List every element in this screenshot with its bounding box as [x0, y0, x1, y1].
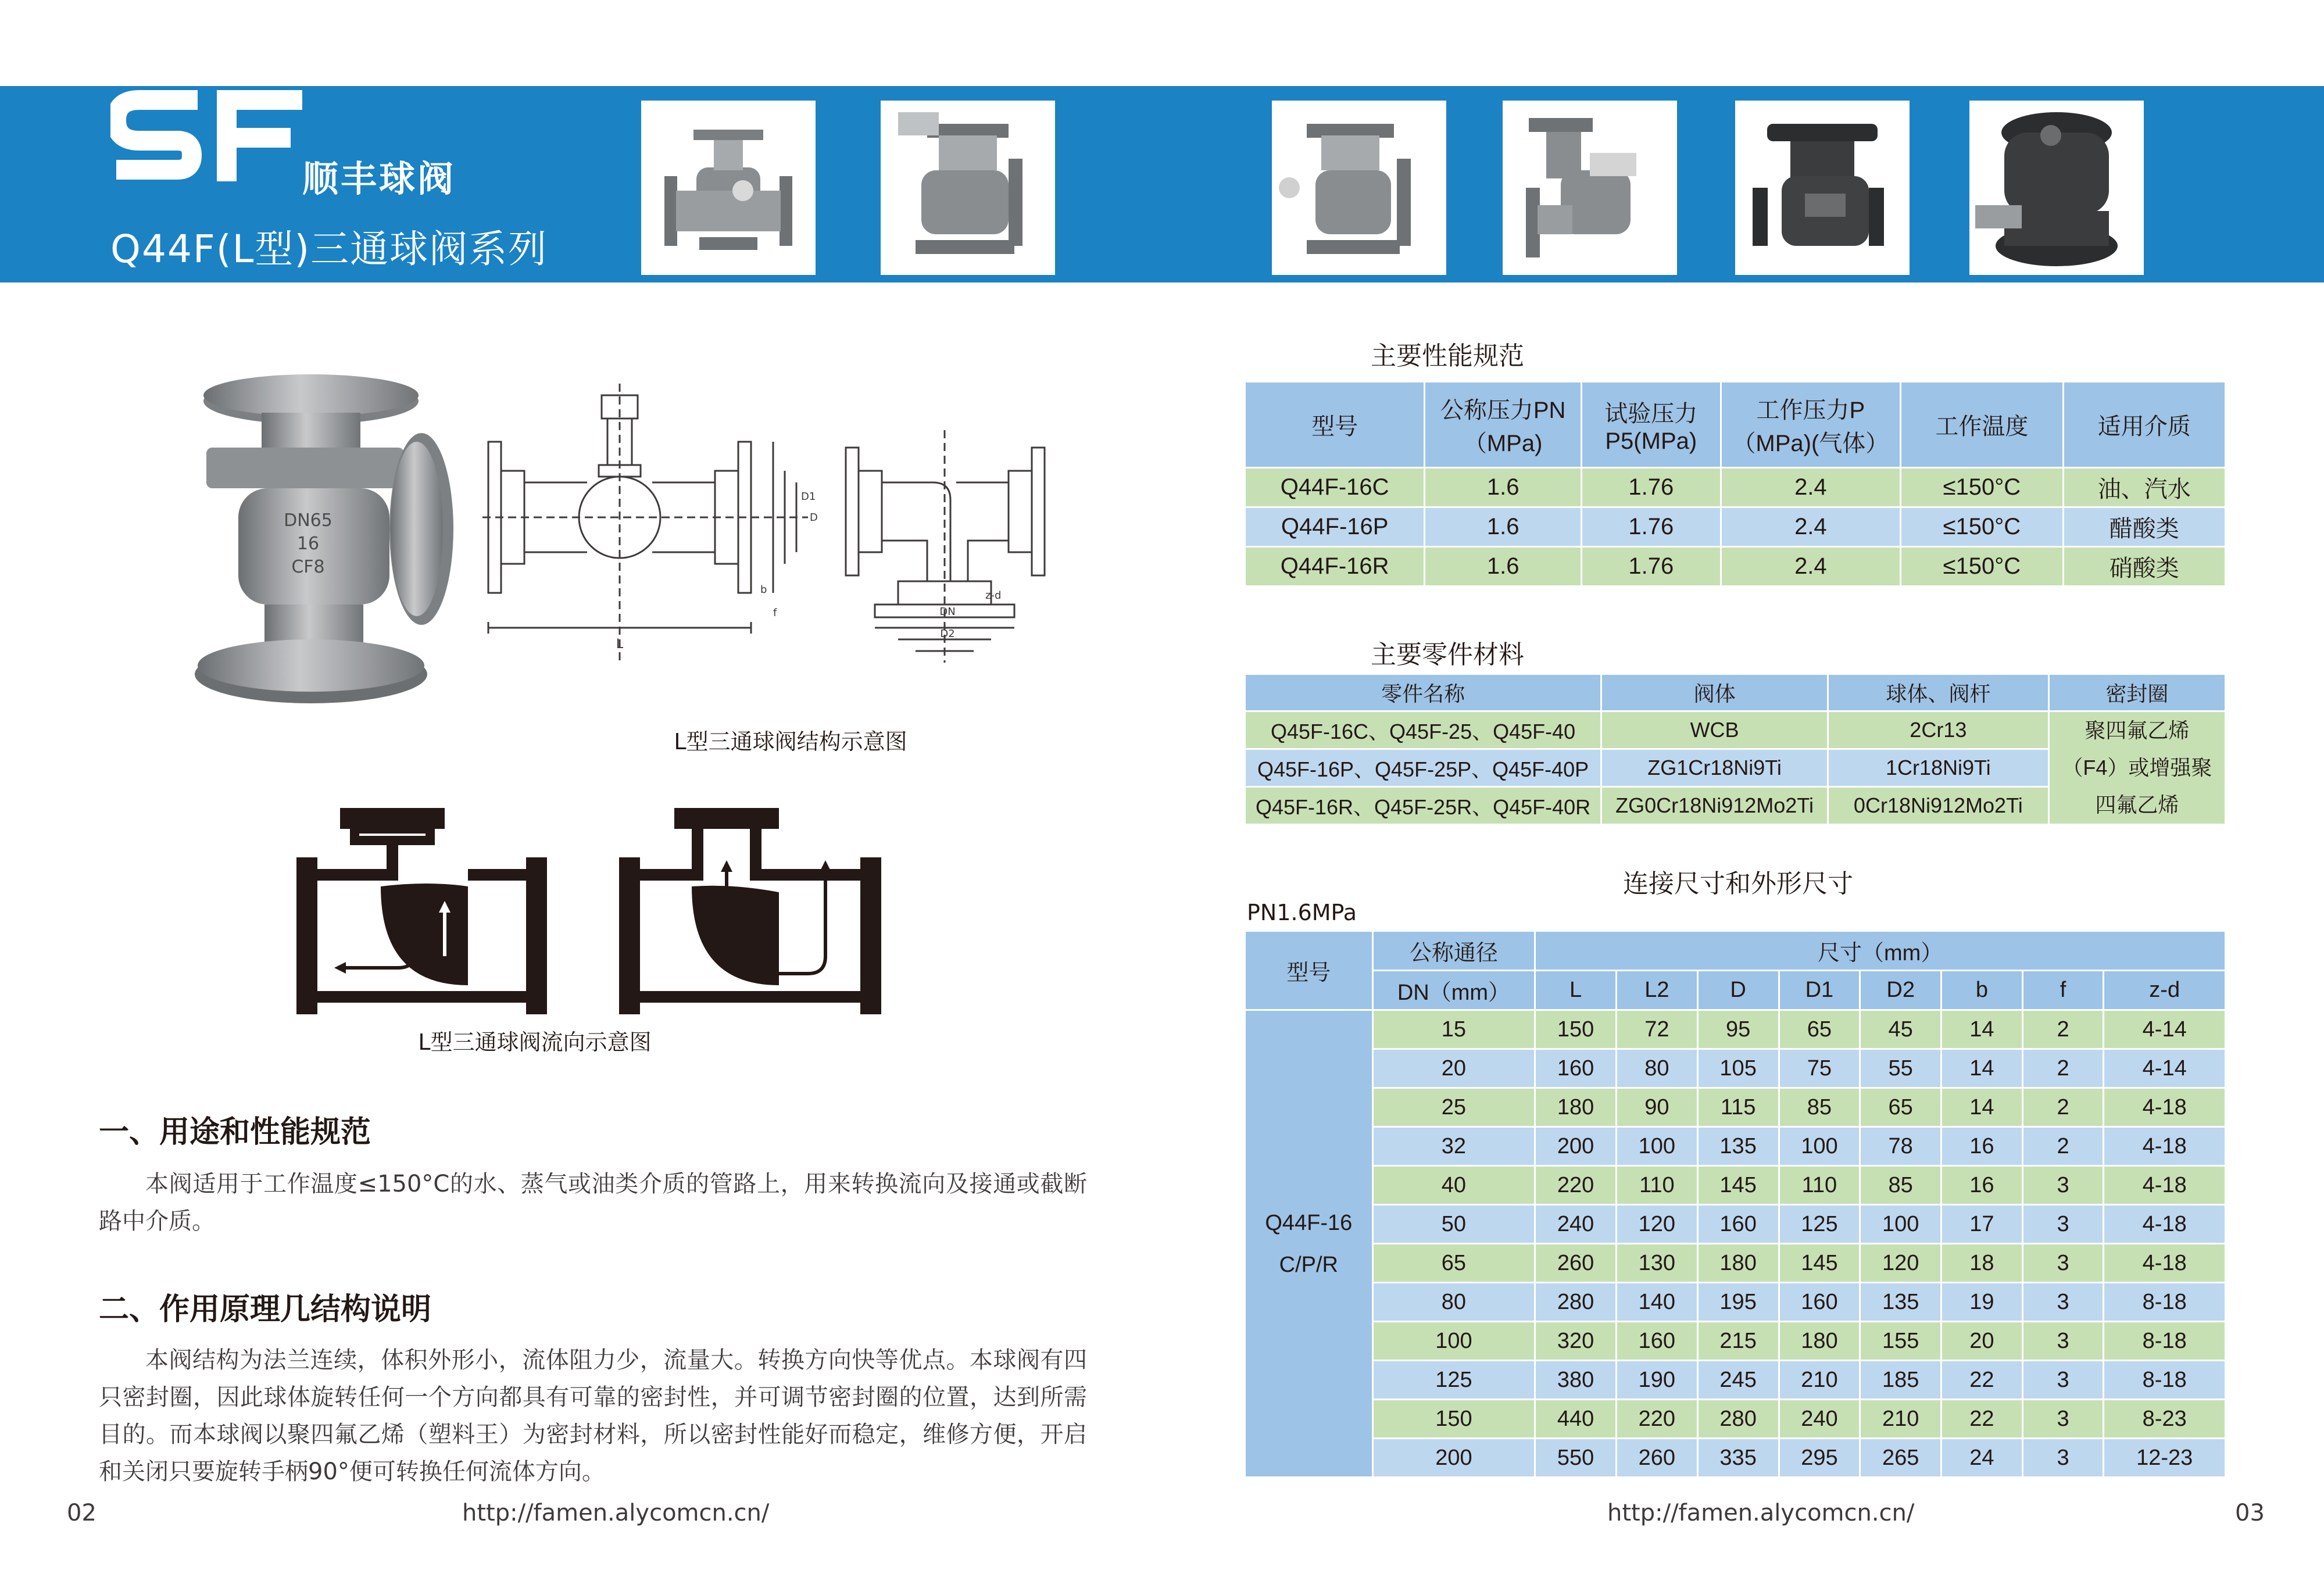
dim-cell: 150 — [1372, 1400, 1535, 1439]
spec-cell: 2.4 — [1721, 468, 1900, 507]
spec-cell: 1.6 — [1425, 507, 1582, 547]
dim-cell: 85 — [1779, 1088, 1860, 1127]
spec-cell: Q44F-16P — [1245, 507, 1425, 547]
table-row — [1245, 1205, 2226, 1244]
spec-cell: 2.4 — [1721, 547, 1900, 586]
dim-cell: 15 — [1372, 1010, 1535, 1049]
dim-cell: 8-18 — [2104, 1361, 2226, 1400]
spec-cell: 1.76 — [1581, 468, 1721, 507]
spec-cell: 油、汽水 — [2063, 468, 2225, 507]
dim-cell: 19 — [1942, 1283, 2023, 1322]
dim-cell: 80 — [1616, 1049, 1697, 1088]
dim-cell: 185 — [1860, 1361, 1942, 1400]
valve-label-pn: 16 — [296, 534, 320, 554]
dim-cell: 75 — [1779, 1049, 1860, 1088]
dim-cell: 4-18 — [2104, 1127, 2226, 1166]
valve-photo — [189, 372, 462, 709]
dim-cell: 14 — [1942, 1010, 2023, 1049]
dim-cell: 100 — [1860, 1205, 1942, 1244]
spec-header-test-line1: 试验压力 — [1604, 400, 1698, 427]
dim-header-col: z-d — [2104, 971, 2226, 1010]
dimensions-title: 连接尺寸和外形尺寸 — [1623, 869, 1853, 899]
drawing-label-d: D — [810, 512, 818, 524]
dim-cell: 85 — [1860, 1166, 1942, 1205]
series-title: Q44F(L型)三通球阀系列 — [110, 227, 548, 271]
dim-cell: 4-18 — [2104, 1088, 2226, 1127]
dim-cell: 180 — [1535, 1088, 1617, 1127]
spec-title: 主要性能规范 — [1371, 341, 1524, 371]
dim-cell: 18 — [1942, 1244, 2023, 1283]
drawing-label-f: f — [773, 607, 777, 619]
dim-header-col: L — [1535, 971, 1617, 1010]
spec-row — [1245, 507, 2226, 547]
seal-line-1: 聚四氟乙烯 — [2085, 718, 2190, 742]
dim-header-dn1: 公称通径 — [1372, 931, 1535, 971]
dim-cell: 22 — [1942, 1400, 2023, 1439]
dim-cell: 4-18 — [2104, 1166, 2226, 1205]
dim-cell: 100 — [1372, 1322, 1535, 1361]
materials-row — [1245, 711, 2226, 749]
brand-name: 顺丰球阀 — [302, 158, 456, 200]
drawing-label-dn: DN — [939, 606, 956, 618]
spec-cell: 1.6 — [1425, 547, 1582, 586]
table-row — [1245, 1439, 2226, 1478]
dim-cell: 115 — [1697, 1088, 1779, 1127]
dim-cell: 8-23 — [2104, 1400, 2226, 1439]
dim-cell: 90 — [1616, 1088, 1697, 1127]
dim-header-col: D — [1697, 971, 1779, 1010]
dim-cell: 78 — [1860, 1127, 1942, 1166]
section2-title: 二、作用原理几结构说明 — [99, 1292, 432, 1327]
materials-seal-cell — [2048, 711, 2225, 825]
dim-cell: 25 — [1372, 1088, 1535, 1127]
banner-photo-1 — [641, 101, 816, 275]
spec-cell: 2.4 — [1721, 507, 1900, 547]
dim-cell: 160 — [1616, 1322, 1697, 1361]
dim-cell: 3 — [2022, 1400, 2104, 1439]
dim-cell: 320 — [1535, 1322, 1617, 1361]
spec-cell: 1.76 — [1581, 547, 1721, 586]
dim-cell: 155 — [1860, 1322, 1942, 1361]
dim-header-size: 尺寸（mm） — [1535, 931, 2226, 971]
dim-cell: 22 — [1942, 1361, 2023, 1400]
dim-cell: 110 — [1779, 1166, 1860, 1205]
dim-cell: 40 — [1372, 1166, 1535, 1205]
dim-cell: 3 — [2022, 1439, 2104, 1478]
sf-logo — [110, 88, 302, 193]
dim-cell: 2 — [2022, 1049, 2104, 1088]
dim-cell: 195 — [1697, 1283, 1779, 1322]
dim-cell: 190 — [1616, 1361, 1697, 1400]
dim-cell: 280 — [1535, 1283, 1617, 1322]
materials-cell: WCB — [1601, 711, 1828, 749]
dim-cell: 55 — [1860, 1049, 1942, 1088]
banner-photo-5 — [1735, 101, 1910, 275]
table-row — [1245, 1283, 2226, 1322]
materials-header-ball: 球体、阀杆 — [1828, 674, 2048, 711]
table-row — [1245, 1244, 2226, 1283]
flow-caption: L型三通球阀流向示意图 — [418, 1029, 652, 1055]
dim-header-dn2: DN（mm） — [1372, 971, 1535, 1010]
spec-cell: ≤150°C — [1901, 507, 2064, 547]
dim-cell: 200 — [1535, 1127, 1617, 1166]
spec-table — [1244, 381, 2226, 587]
dim-cell: 32 — [1372, 1127, 1535, 1166]
materials-table — [1244, 673, 2226, 825]
dim-cell: 3 — [2022, 1283, 2104, 1322]
dim-cell: 120 — [1616, 1205, 1697, 1244]
materials-cell: 0Cr18Ni912Mo2Ti — [1828, 787, 2048, 825]
table-row — [1245, 1049, 2226, 1088]
spec-cell: 醋酸类 — [2063, 507, 2225, 547]
dim-header-col: L2 — [1616, 971, 1697, 1010]
dim-cell: 380 — [1535, 1361, 1617, 1400]
materials-title: 主要零件材料 — [1371, 640, 1524, 670]
dim-cell: 140 — [1616, 1283, 1697, 1322]
spec-header-work — [1721, 382, 1900, 468]
dim-cell: 12-23 — [2104, 1439, 2226, 1478]
dim-cell: 2 — [2022, 1127, 2104, 1166]
dim-cell: 16 — [1942, 1127, 2023, 1166]
spec-header-model: 型号 — [1245, 382, 1425, 468]
page-number-left: 02 — [67, 1500, 96, 1526]
url-left[interactable]: http://famen.alycomcn.cn/ — [462, 1500, 770, 1526]
dim-model-line-2: C/P/R — [1279, 1252, 1338, 1277]
materials-cell: ZG1Cr18Ni9Ti — [1601, 749, 1828, 787]
table-row — [1245, 1010, 2226, 1049]
materials-header-seal: 密封圈 — [2048, 674, 2225, 711]
table-row — [1245, 1361, 2226, 1400]
valve-label-dn: DN65 — [284, 510, 332, 531]
dim-cell: 14 — [1942, 1088, 2023, 1127]
banner-photo-4 — [1503, 101, 1677, 275]
dim-cell: 135 — [1860, 1283, 1942, 1322]
dim-cell: 3 — [2022, 1361, 2104, 1400]
dim-cell: 120 — [1860, 1244, 1942, 1283]
spec-header-medium: 适用介质 — [2063, 382, 2225, 468]
dim-cell: 3 — [2022, 1322, 2104, 1361]
dim-cell: 160 — [1535, 1049, 1617, 1088]
spec-header-test — [1581, 382, 1721, 468]
dim-header-model: 型号 — [1245, 931, 1373, 1010]
materials-cell: 2Cr13 — [1828, 711, 2048, 749]
section-drawing-side — [840, 430, 1072, 663]
dim-cell: 8-18 — [2104, 1283, 2226, 1322]
dim-cell: 14 — [1942, 1049, 2023, 1088]
section-drawing-front — [482, 384, 831, 663]
dim-cell: 72 — [1616, 1010, 1697, 1049]
dim-model-line-1: Q44F-16 — [1265, 1210, 1353, 1235]
dim-cell: 335 — [1697, 1439, 1779, 1478]
section2-text: 本阀结构为法兰连续，体积外形小，流体阻力少，流量大。转换方向快等优点。本球阀有四只密封圈，因此球体旋转任何一个方向都具有可靠的密封性，并可调节密封圈的位置，达到所需目的。而本球阀以聚四氟乙烯（塑料王）为密封材料，所以密封性能好而稳定，维修方便，开启和关闭只要旋转手柄90°便可转换任何流体方向。 — [99, 1347, 1087, 1485]
dim-cell: 45 — [1860, 1010, 1942, 1049]
table-row — [1245, 1088, 2226, 1127]
dim-cell: 145 — [1697, 1166, 1779, 1205]
spec-row — [1245, 547, 2226, 586]
dim-cell: 4-14 — [2104, 1010, 2226, 1049]
spec-header-work-line2: （MPa)(气体） — [1732, 430, 1889, 456]
dim-cell: 180 — [1779, 1322, 1860, 1361]
dim-header-col: D2 — [1860, 971, 1942, 1010]
spec-cell: 1.76 — [1581, 507, 1721, 547]
dim-cell: 210 — [1860, 1400, 1942, 1439]
dim-cell: 65 — [1372, 1244, 1535, 1283]
dim-model-cell — [1245, 1010, 1373, 1478]
dim-cell: 135 — [1697, 1127, 1779, 1166]
page-number-right: 03 — [2235, 1500, 2265, 1526]
materials-cell: Q45F-16R、Q45F-25R、Q45F-40R — [1245, 787, 1601, 825]
dim-cell: 4-14 — [2104, 1049, 2226, 1088]
spec-cell: 1.6 — [1425, 468, 1582, 507]
drawing-label-d1: D1 — [801, 491, 816, 503]
dim-cell: 105 — [1697, 1049, 1779, 1088]
dim-cell: 160 — [1779, 1283, 1860, 1322]
dim-cell: 100 — [1616, 1127, 1697, 1166]
spec-cell: 硝酸类 — [2063, 547, 2225, 586]
materials-header-body: 阀体 — [1601, 674, 1828, 711]
dim-cell: 8-18 — [2104, 1322, 2226, 1361]
spec-header-temp: 工作温度 — [1901, 382, 2064, 468]
dim-cell: 65 — [1860, 1088, 1942, 1127]
dim-header-col: f — [2022, 971, 2104, 1010]
dim-cell: 180 — [1697, 1244, 1779, 1283]
dim-cell: 210 — [1779, 1361, 1860, 1400]
dim-cell: 130 — [1616, 1244, 1697, 1283]
materials-cell: 1Cr18Ni9Ti — [1828, 749, 2048, 787]
drawing-label-zd: z-d — [985, 589, 1002, 602]
dim-cell: 145 — [1779, 1244, 1860, 1283]
dim-cell: 95 — [1697, 1010, 1779, 1049]
dim-cell: 260 — [1616, 1439, 1697, 1478]
dim-cell: 3 — [2022, 1205, 2104, 1244]
spec-row — [1245, 468, 2226, 507]
dim-cell: 240 — [1535, 1205, 1617, 1244]
dim-cell: 50 — [1372, 1205, 1535, 1244]
dim-cell: 17 — [1942, 1205, 2023, 1244]
dim-cell: 20 — [1942, 1322, 2023, 1361]
dim-cell: 16 — [1942, 1166, 2023, 1205]
materials-cell: Q45F-16C、Q45F-25、Q45F-40 — [1245, 711, 1601, 749]
dim-cell: 440 — [1535, 1400, 1617, 1439]
dim-cell: 220 — [1616, 1400, 1697, 1439]
banner-photo-2 — [881, 101, 1055, 275]
structure-caption: L型三通球阀结构示意图 — [674, 729, 907, 754]
drawing-label-l: L — [616, 637, 624, 652]
dim-cell: 4-18 — [2104, 1244, 2226, 1283]
dim-cell: 200 — [1372, 1439, 1535, 1478]
dim-cell: 150 — [1535, 1010, 1617, 1049]
dim-cell: 550 — [1535, 1439, 1617, 1478]
url-right[interactable]: http://famen.alycomcn.cn/ — [1607, 1500, 1915, 1526]
dim-cell: 125 — [1372, 1361, 1535, 1400]
table-row — [1245, 1127, 2226, 1166]
dim-cell: 160 — [1697, 1205, 1779, 1244]
spec-cell: ≤150°C — [1901, 468, 2064, 507]
materials-header-part: 零件名称 — [1245, 674, 1601, 711]
flow-diagram-2 — [616, 805, 889, 1020]
dim-cell: 265 — [1860, 1439, 1942, 1478]
flow-diagram-1 — [294, 805, 567, 1020]
dim-cell: 280 — [1697, 1400, 1779, 1439]
dim-cell: 20 — [1372, 1049, 1535, 1088]
pressure-label: PN1.6MPa — [1247, 900, 1357, 925]
dim-cell: 245 — [1697, 1361, 1779, 1400]
dim-header-col: D1 — [1779, 971, 1860, 1010]
dim-cell: 100 — [1779, 1127, 1860, 1166]
dim-cell: 2 — [2022, 1088, 2104, 1127]
dim-cell: 4-18 — [2104, 1205, 2226, 1244]
spec-cell: ≤150°C — [1901, 547, 2064, 586]
dim-cell: 110 — [1616, 1166, 1697, 1205]
section1-title: 一、用途和性能规范 — [99, 1115, 371, 1150]
dim-cell: 125 — [1779, 1205, 1860, 1244]
dim-cell: 295 — [1779, 1439, 1860, 1478]
dim-cell: 215 — [1697, 1322, 1779, 1361]
dim-cell: 2 — [2022, 1010, 2104, 1049]
spec-header-test-line2: P5(MPa) — [1605, 428, 1697, 454]
table-row — [1245, 1166, 2226, 1205]
spec-cell: Q44F-16C — [1245, 468, 1425, 507]
spec-header-pn-line1: 公称压力PN — [1440, 397, 1566, 423]
dimensions-body — [1245, 1010, 2226, 1478]
table-row — [1245, 1400, 2226, 1439]
dimensions-table — [1244, 930, 2226, 1478]
dim-cell: 240 — [1779, 1400, 1860, 1439]
dim-cell: 65 — [1779, 1010, 1860, 1049]
materials-cell: Q45F-16P、Q45F-25P、Q45F-40P — [1245, 749, 1601, 787]
dim-cell: 80 — [1372, 1283, 1535, 1322]
dim-cell: 3 — [2022, 1244, 2104, 1283]
dim-header-col: b — [1942, 971, 2023, 1010]
dim-cell: 24 — [1942, 1439, 2023, 1478]
dim-cell: 260 — [1535, 1244, 1617, 1283]
banner-photo-3 — [1272, 101, 1446, 275]
spec-header-pn — [1425, 382, 1582, 468]
seal-line-2: （F4）或增强聚 — [2062, 756, 2212, 779]
valve-label-mat: CF8 — [291, 557, 325, 577]
materials-cell: ZG0Cr18Ni912Mo2Ti — [1601, 787, 1828, 825]
table-row — [1245, 1322, 2226, 1361]
section1-text: 本阀适用于工作温度≤150°C的水、蒸气或油类介质的管路上，用来转换流向及接通或截断路中介质。 — [99, 1171, 1087, 1235]
banner-photo-6 — [1969, 101, 2144, 275]
dim-cell: 3 — [2022, 1166, 2104, 1205]
spec-header-pn-line2: （MPa) — [1463, 430, 1543, 456]
drawing-label-b: b — [760, 584, 767, 596]
dim-cell: 220 — [1535, 1166, 1617, 1205]
seal-line-3: 四氟乙烯 — [2095, 793, 2179, 817]
spec-header-work-line1: 工作压力P — [1756, 397, 1865, 423]
drawing-label-d2: D2 — [940, 628, 955, 640]
spec-cell: Q44F-16R — [1245, 547, 1425, 586]
